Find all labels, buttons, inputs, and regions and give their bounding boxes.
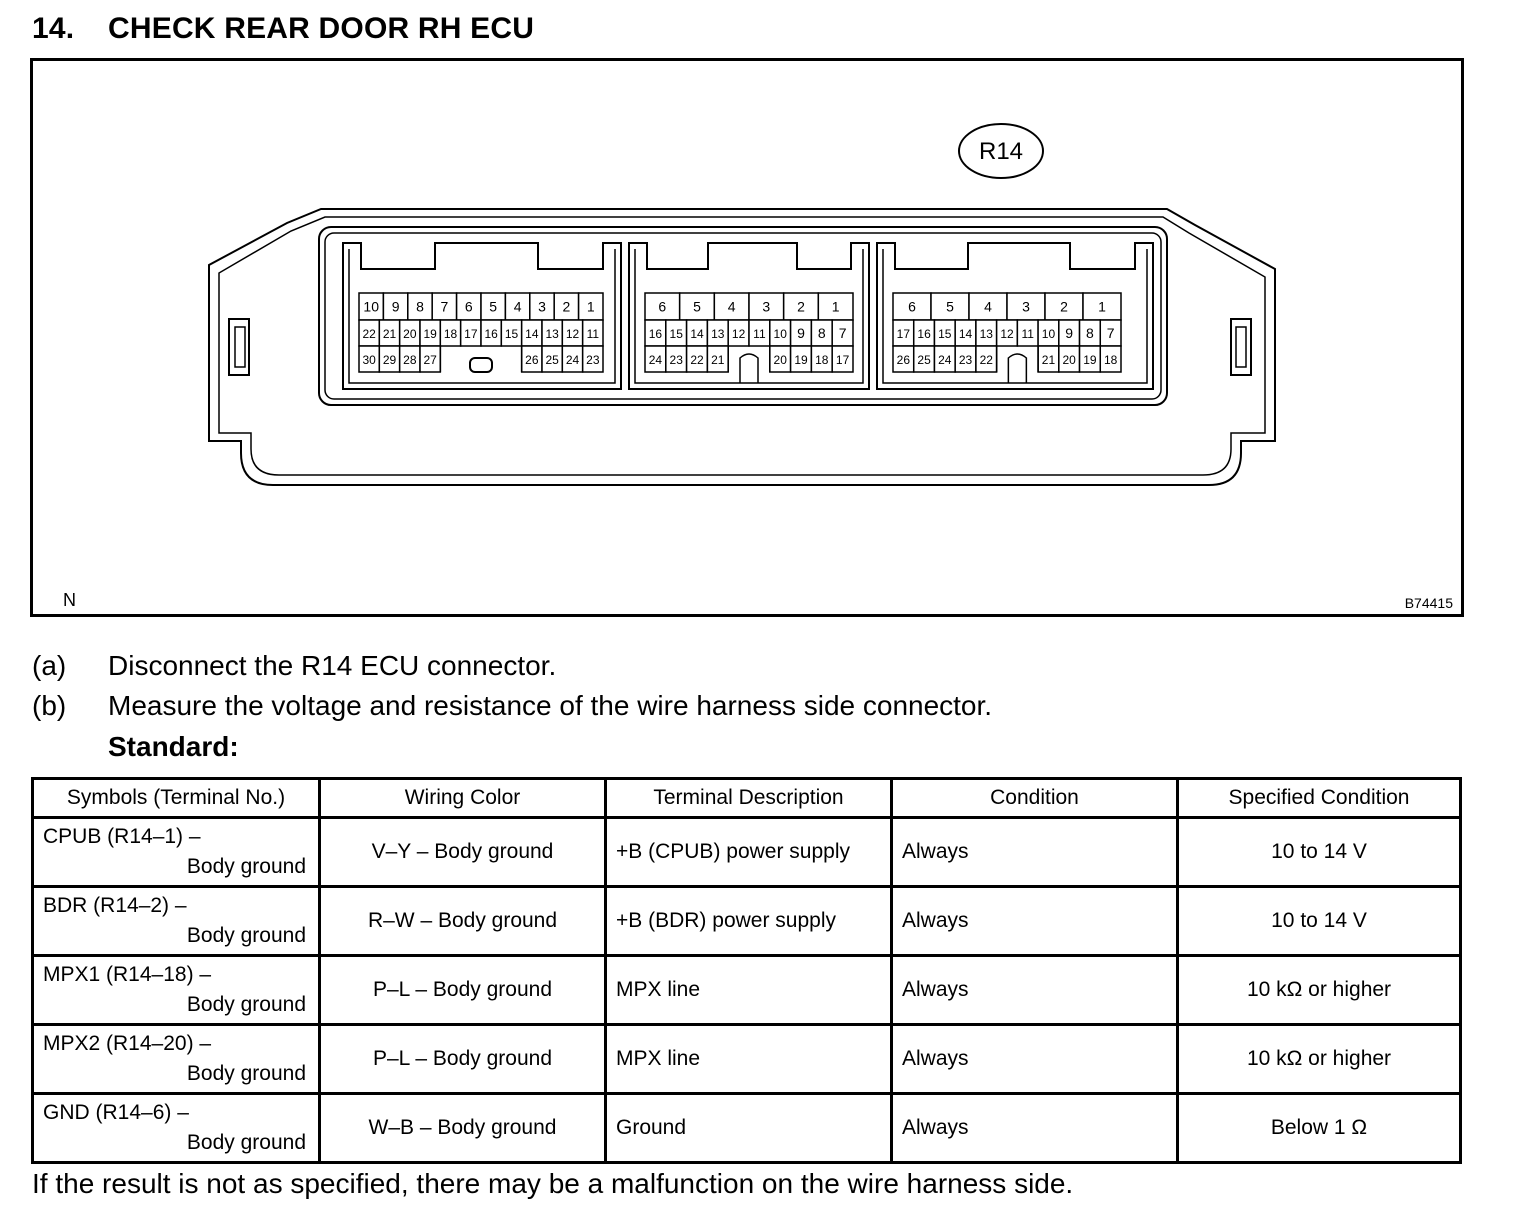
table-row xyxy=(33,1094,1461,1163)
pin-number: 30 xyxy=(362,353,376,367)
pin-number: 2 xyxy=(1060,298,1068,315)
pin-number: 25 xyxy=(917,353,931,367)
pin-number: 23 xyxy=(669,353,683,367)
pin-number: 5 xyxy=(489,298,498,315)
pin-number: 13 xyxy=(545,327,559,341)
pin-number: 10 xyxy=(363,298,379,315)
pin-number: 11 xyxy=(1021,327,1034,341)
pin-number: 13 xyxy=(979,327,993,341)
pin-number: 2 xyxy=(797,298,805,315)
pin-number: 15 xyxy=(504,327,519,341)
pin-number: 23 xyxy=(586,353,600,367)
section-title: CHECK REAR DOOR RH ECU xyxy=(108,12,535,45)
pin-number: 23 xyxy=(958,353,973,367)
pin-number: 28 xyxy=(403,353,417,367)
pin-number: 16 xyxy=(484,327,498,341)
pin-number: 8 xyxy=(416,298,424,315)
section-number: 14. xyxy=(32,12,75,45)
cell-wiring-color: V–Y – Body ground xyxy=(320,818,606,887)
cell-wiring-color: W–B – Body ground xyxy=(320,1094,606,1163)
step-a-text: Disconnect the R14 ECU connector. xyxy=(108,650,557,681)
cell-description: +B (BDR) power supply xyxy=(606,887,892,956)
cell-condition: Always xyxy=(892,1025,1178,1094)
pin-number: 2 xyxy=(562,298,571,315)
pin-number: 1 xyxy=(831,298,840,315)
pin-number: 26 xyxy=(525,353,539,367)
cell-wiring-color: R–W – Body ground xyxy=(320,887,606,956)
table-row xyxy=(33,1025,1461,1094)
pin-number: 19 xyxy=(1083,353,1097,367)
cell-specified: 10 to 14 V xyxy=(1178,887,1461,956)
pin-number: 5 xyxy=(946,298,954,315)
pin-block-key xyxy=(470,358,492,372)
pin-number: 29 xyxy=(382,353,397,367)
pin-number: 20 xyxy=(773,353,787,367)
pin-number: 9 xyxy=(1065,325,1074,341)
pin-number: 3 xyxy=(762,298,771,315)
pin-number: 21 xyxy=(711,353,725,367)
pin-number: 9 xyxy=(797,325,805,341)
cell-symbol: MPX2 (R14–20) – Body ground xyxy=(33,1025,320,1094)
pin-block-notch xyxy=(728,346,770,383)
cell-description: Ground xyxy=(606,1094,892,1163)
pin-number: 13 xyxy=(711,327,725,341)
pin-number: 7 xyxy=(440,298,449,315)
section-heading xyxy=(32,12,534,46)
pin-number: 27 xyxy=(423,353,437,367)
pin-number: 11 xyxy=(586,327,600,341)
cell-condition: Always xyxy=(892,887,1178,956)
pin-number: 6 xyxy=(908,298,916,315)
pin-block-1 xyxy=(343,243,621,389)
connector-figure xyxy=(30,58,1464,617)
pin-number: 10 xyxy=(1041,327,1056,341)
pin-number: 10 xyxy=(773,327,787,341)
left-latch-inner xyxy=(235,327,245,367)
pin-block-3 xyxy=(877,243,1153,389)
pin-number: 4 xyxy=(727,298,736,315)
pin-number: 14 xyxy=(525,327,539,341)
pin-number: 4 xyxy=(513,298,522,315)
pin-number: 22 xyxy=(690,353,704,367)
pin-block-2 xyxy=(629,243,869,389)
pin-number: 15 xyxy=(938,327,952,341)
cell-condition: Always xyxy=(892,1094,1178,1163)
standard-label: Standard: xyxy=(108,731,239,762)
pin-number: 12 xyxy=(731,327,746,341)
pin-number: 24 xyxy=(565,353,580,367)
pin-number: 26 xyxy=(896,353,911,367)
pin-number: 6 xyxy=(464,298,473,315)
step-b-label: (b) xyxy=(32,690,67,721)
pin-number: 14 xyxy=(690,327,704,341)
pin-number: 8 xyxy=(817,325,826,341)
table-header-row xyxy=(33,779,1461,818)
step-b xyxy=(32,690,992,722)
pin-number: 7 xyxy=(838,325,847,341)
pin-number: 14 xyxy=(958,327,973,341)
ecu-connector-drawing xyxy=(33,61,1461,614)
cell-wiring-color: P–L – Body ground xyxy=(320,956,606,1025)
pin-number: 20 xyxy=(1062,353,1076,367)
pin-number: 12 xyxy=(565,327,580,341)
pin-number: 18 xyxy=(815,353,829,367)
pin-number: 18 xyxy=(443,327,458,341)
cell-specified: 10 kΩ or higher xyxy=(1178,956,1461,1025)
pin-number: 9 xyxy=(391,298,400,315)
pin-number: 11 xyxy=(753,327,766,341)
standard-table xyxy=(31,777,1462,1164)
cell-symbol: CPUB (R14–1) – Body ground xyxy=(33,818,320,887)
pin-number: 16 xyxy=(917,327,931,341)
figure-corner-mark: N xyxy=(63,590,76,610)
pin-number: 3 xyxy=(1022,298,1030,315)
pin-number: 8 xyxy=(1086,325,1094,341)
header-specified-condition: Specified Condition xyxy=(1178,779,1461,818)
header-condition: Condition xyxy=(892,779,1178,818)
pin-number: 22 xyxy=(979,353,993,367)
pin-number: 16 xyxy=(648,327,663,341)
pin-block-notch xyxy=(997,346,1038,383)
footer-note: If the result is not as specified, there may be a malfunction on the wire harness side. xyxy=(32,1168,1074,1199)
pin-number: 5 xyxy=(693,298,701,315)
pin-number: 6 xyxy=(658,298,667,315)
table-row xyxy=(33,956,1461,1025)
step-a xyxy=(32,650,556,682)
pin-number: 4 xyxy=(984,298,992,315)
cell-symbol: BDR (R14–2) – Body ground xyxy=(33,887,320,956)
pin-number: 24 xyxy=(938,353,952,367)
table-row xyxy=(33,818,1461,887)
pin-number: 19 xyxy=(423,327,437,341)
pin-number: 24 xyxy=(648,353,663,367)
pin-number: 3 xyxy=(538,298,546,315)
cell-wiring-color: P–L – Body ground xyxy=(320,1025,606,1094)
cell-specified: 10 kΩ or higher xyxy=(1178,1025,1461,1094)
figure-code: B74415 xyxy=(1404,595,1453,611)
pin-number: 21 xyxy=(382,327,397,341)
cell-description: +B (CPUB) power supply xyxy=(606,818,892,887)
header-symbols: Symbols (Terminal No.) xyxy=(33,779,320,818)
cell-description: MPX line xyxy=(606,1025,892,1094)
pin-number: 1 xyxy=(1098,298,1106,315)
cell-specified: 10 to 14 V xyxy=(1178,818,1461,887)
pin-number: 12 xyxy=(1000,327,1014,341)
header-wiring-color: Wiring Color xyxy=(320,779,606,818)
pin-number: 17 xyxy=(896,327,911,341)
pin-number: 21 xyxy=(1041,353,1056,367)
pin-number: 18 xyxy=(1103,353,1118,367)
cell-condition: Always xyxy=(892,818,1178,887)
cell-specified: Below 1 Ω xyxy=(1178,1094,1461,1163)
step-b-text: Measure the voltage and resistance of the wire harness side connector. xyxy=(108,690,993,721)
pin-number: 17 xyxy=(464,327,478,341)
right-latch-inner xyxy=(1236,327,1246,367)
connector-label: R14 xyxy=(978,138,1024,165)
cell-description: MPX line xyxy=(606,956,892,1025)
cell-condition: Always xyxy=(892,956,1178,1025)
pin-number: 25 xyxy=(545,353,559,367)
cell-symbol: GND (R14–6) – Body ground xyxy=(33,1094,320,1163)
pin-number: 20 xyxy=(403,327,417,341)
step-a-label: (a) xyxy=(32,650,67,681)
pin-number: 19 xyxy=(794,353,808,367)
pin-number: 7 xyxy=(1106,325,1115,341)
pin-number: 22 xyxy=(362,327,376,341)
pin-number: 17 xyxy=(835,353,850,367)
pin-number: 15 xyxy=(669,327,683,341)
cell-symbol: MPX1 (R14–18) – Body ground xyxy=(33,956,320,1025)
table-row xyxy=(33,887,1461,956)
header-terminal-description: Terminal Description xyxy=(606,779,892,818)
pin-number: 1 xyxy=(586,298,595,315)
